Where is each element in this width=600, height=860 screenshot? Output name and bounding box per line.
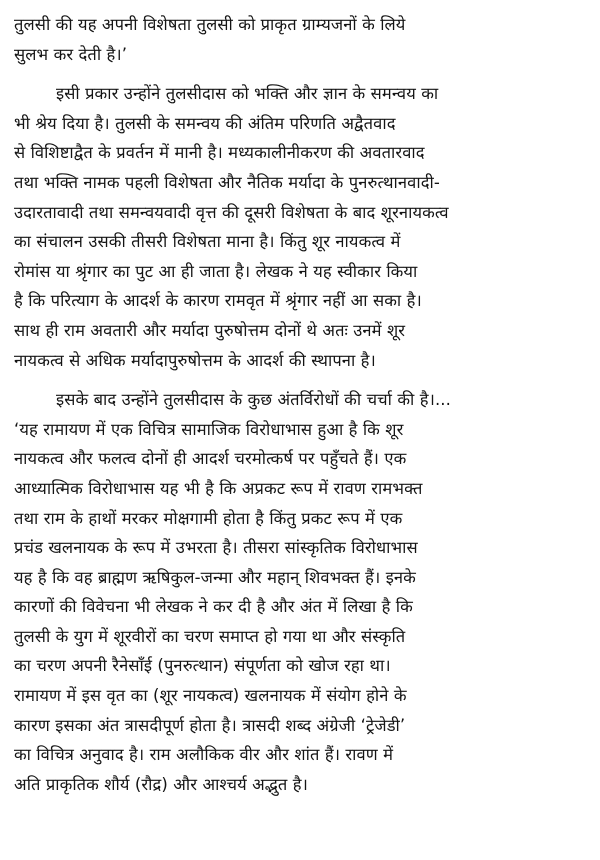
text-line: का संचालन उसकी तीसरी विशेषता माना है। किंतु शूर नायकत्व में — [14, 232, 401, 252]
text-line: ‘यह रामायण में एक विचित्र सामाजिक विरोधाभास हुआ है कि शूर — [14, 419, 404, 439]
text-line: साथ ही राम अवतारी और मर्यादा पुरुषोत्तम दोनों थे अतः उनमें शूर — [14, 320, 406, 340]
text-line: तुलसी की यह अपनी विशेषता तुलसी को प्राकृत ग्राम्यजनों के लिये — [14, 15, 406, 34]
text-line: आध्यात्मिक विरोधाभास यह भी है कि अप्रकट रूप में रावण रामभक्त — [14, 478, 423, 498]
text-line: नायकत्व से अधिक मर्यादापुरुषोत्तम के आदर्श की स्थापना है। — [14, 350, 376, 370]
text-line: का विचित्र अनुवाद है। राम अलौकिक वीर और शांत हैं। रावण में — [14, 745, 394, 765]
text-line: का चरण अपनी रैनेसाँई (पुनरुत्थान) संपूर्णता को खोज रहा था। — [14, 656, 391, 676]
text-line: से विशिष्टाद्वैत के प्रवर्तन में मानी है। मध्यकालीनीकरण की अवतारवाद — [14, 143, 425, 163]
text-line: तथा राम के हाथों मरकर मोक्षगामी होता है किंतु प्रकट रूप में एक — [14, 508, 403, 528]
text-line: सुलभ कर देती है।’ — [14, 44, 128, 64]
text-line: तुलसी के युग में शूरवीरों का चरण समाप्त हो गया था और संस्कृति — [14, 626, 406, 646]
text-line: रोमांस या श्रृंगार का पुट आ ही जाता है। लेखक ने यह स्वीकार किया — [14, 261, 418, 281]
paragraph-gap — [14, 69, 586, 79]
text-line: यह है कि वह ब्राह्मण ऋषिकुल-जन्मा और महान् शिवभक्त हैं। इनके — [14, 567, 416, 587]
text-line: नायकत्व और फलत्व दोनों ही आदर्श चरमोत्कर्ष पर पहुँचते हैं। एक — [14, 449, 407, 469]
paragraph-2 — [14, 79, 586, 375]
text-line: प्रचंड खलनायक के रूप में उभरता है। तीसरा सांस्कृतिक विरोधाभास — [14, 538, 418, 558]
text-line: है कि परित्याग के आदर्श के कारण रामवृत में श्रृंगार नहीं आ सका है। — [14, 291, 422, 311]
paragraph-3 — [14, 385, 586, 799]
text-line: कारणों की विवेचना भी लेखक ने कर दी है और अंत में लिखा है कि — [14, 597, 413, 617]
text-line: तथा भक्ति नामक पहली विशेषता और नैतिक मर्यादा के पुनरुत्थानवादी- — [14, 172, 440, 192]
paragraph-gap — [14, 375, 586, 385]
text-line: इसी प्रकार उन्होंने तुलसीदास को भक्ति और ज्ञान के समन्वय का — [56, 84, 439, 104]
text-line: कारण इसका अंत त्रासदीपूर्ण होता है। त्रासदी शब्द अंग्रेजी ‘ट्रेजेडी’ — [14, 715, 406, 735]
text-line: भी श्रेय दिया है। तुलसी के समन्वय की अंतिम परिणति अद्वैतवाद — [14, 113, 396, 133]
text-line: इसके बाद उन्होंने तुलसीदास के कुछ अंतर्विरोधों की चर्चा की है।... — [56, 390, 451, 410]
text-line: उदारतावादी तथा समन्वयवादी वृत्त की दूसरी विशेषता के बाद शूरनायकत्व — [14, 202, 449, 222]
paragraph-1 — [14, 10, 586, 69]
text-line: अति प्राकृतिक शौर्य (रौद्र) और आश्चर्य अद्भुत है। — [14, 774, 308, 794]
text-line: रामायण में इस वृत का (शूर नायकत्व) खलनायक में संयोग होने के — [14, 686, 407, 706]
